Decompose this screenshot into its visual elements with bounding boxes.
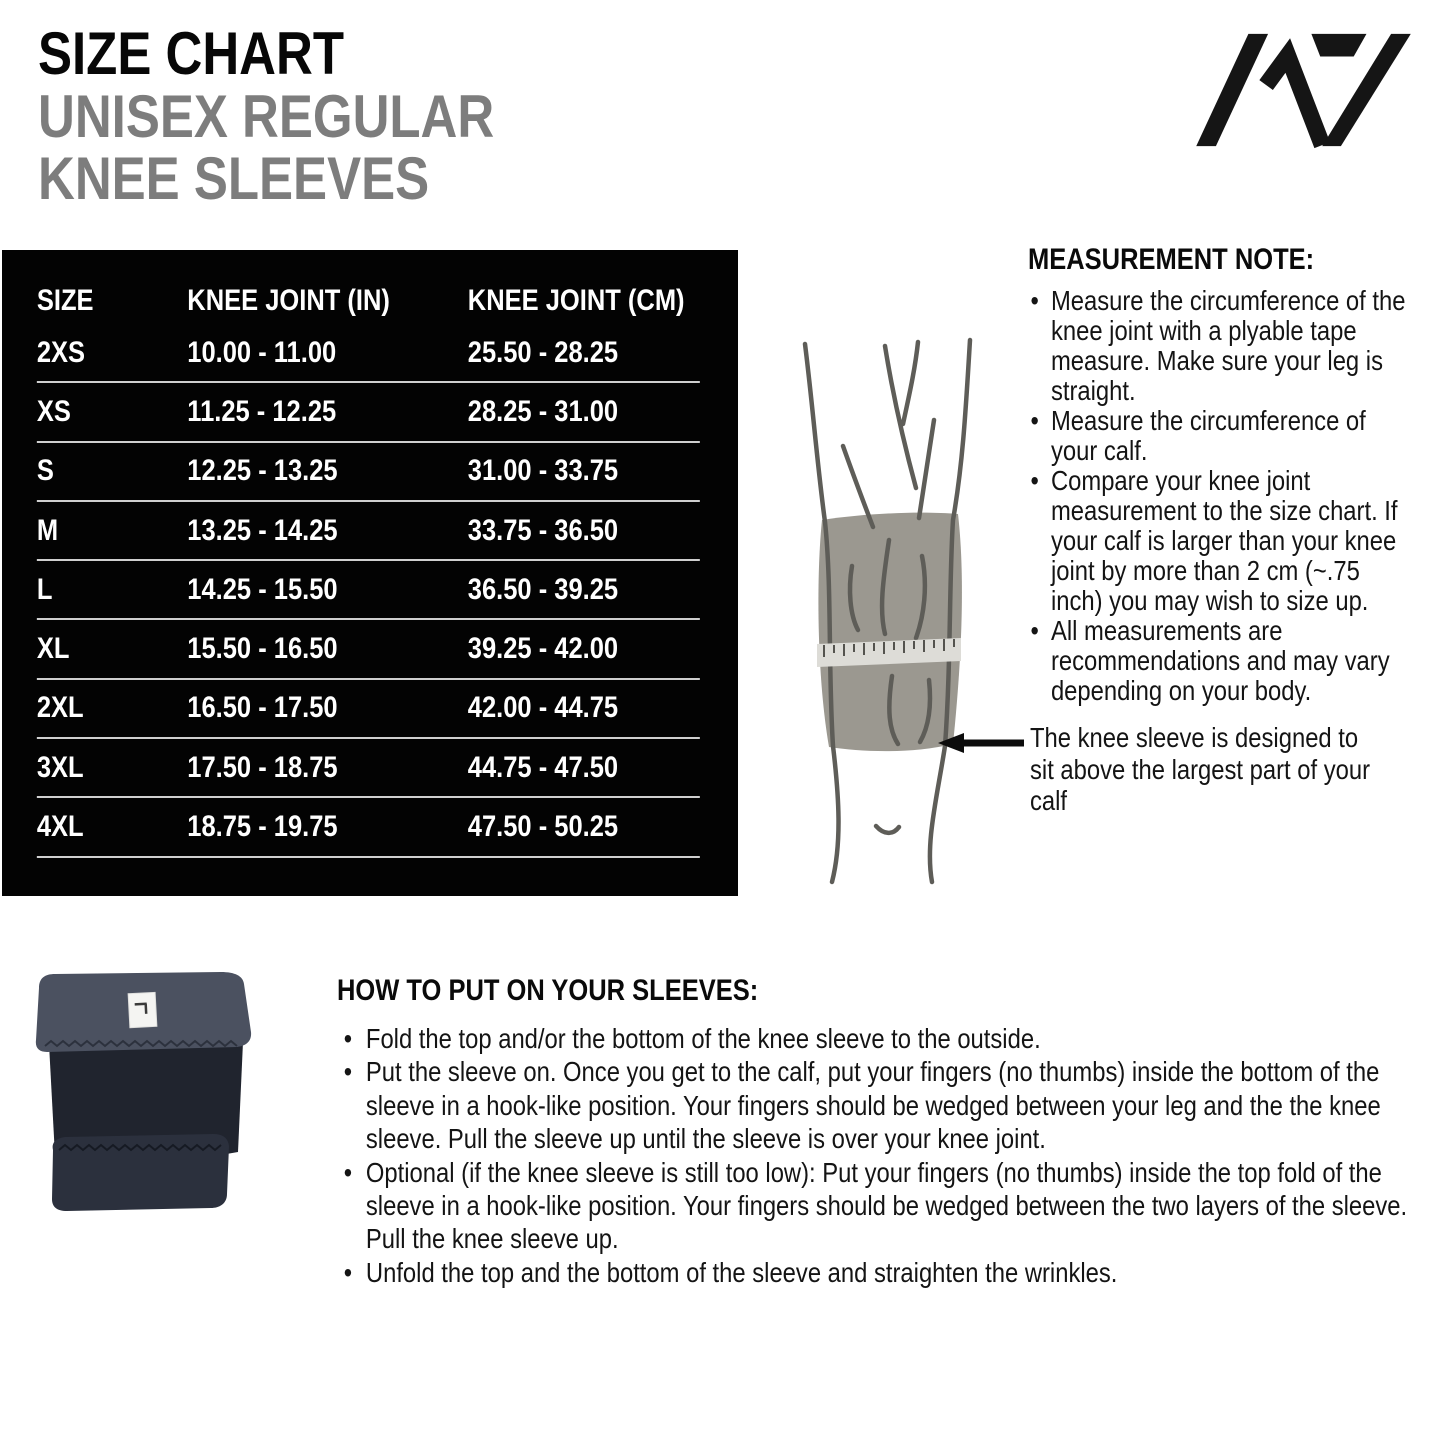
- calf-note: [1030, 722, 1375, 817]
- measurement-note-bullet: • Compare your knee joint measurement to the size chart. If your calf is larger than your knee joint by more than 2 cm (~.75 inch) you may wish to size up.: [1028, 466, 1406, 616]
- cell-knee-joint-in: 12.25 - 13.25: [187, 454, 338, 488]
- table-row: [37, 798, 700, 857]
- cell-knee-joint-cm: 33.75 - 36.50: [467, 513, 619, 547]
- cell-knee-joint-cm: 42.00 - 44.75: [467, 691, 619, 725]
- cell-size: M: [36, 513, 59, 547]
- page-subtitle-line1: UNISEX REGULAR: [38, 83, 495, 150]
- cell-knee-joint-cm: 31.00 - 33.75: [467, 454, 619, 488]
- how-to-section: [337, 974, 1417, 1289]
- cell-size: 2XL: [36, 691, 84, 725]
- cell-knee-joint-cm: 36.50 - 39.25: [467, 572, 619, 606]
- calf-note-text: The knee sleeve is designed to sit above the largest part of your calf: [1030, 722, 1370, 816]
- measurement-note-bullet: • Measure the circumference of your calf.: [1028, 406, 1406, 466]
- table-row: [37, 324, 700, 383]
- page-subtitle-line2: KNEE SLEEVES: [38, 145, 430, 212]
- measurement-note: [1028, 242, 1418, 706]
- leg-sketch-icon: [772, 328, 1012, 908]
- calf-arrow: [938, 731, 1024, 755]
- how-to-list: [337, 1022, 1412, 1289]
- table-row: [37, 561, 700, 620]
- cell-knee-joint-cm: 28.25 - 31.00: [467, 394, 619, 428]
- table-row: [37, 620, 700, 679]
- cell-knee-joint-cm: 25.50 - 28.25: [467, 335, 619, 369]
- cell-size: 4XL: [36, 810, 84, 844]
- page-title: SIZE CHART: [38, 20, 344, 87]
- table-row: [37, 443, 700, 502]
- size-table-body: [37, 324, 738, 858]
- measurement-note-heading: MEASUREMENT NOTE:: [1028, 243, 1315, 276]
- table-row: [37, 383, 700, 442]
- how-to-bullet: • Optional (if the knee sleeve is still too low): Put your fingers (no thumbs) inside the top fold of the sleeve in a hook-like position. Your fingers should be wedged between the two layers of the sleeve. Pull the knee sleeve up.: [337, 1156, 1412, 1256]
- knee-sleeve-product-image: [15, 966, 325, 1276]
- table-row: [37, 502, 700, 561]
- cell-knee-joint-in: 10.00 - 11.00: [187, 335, 337, 369]
- cell-size: 3XL: [36, 750, 84, 784]
- measurement-note-bullet: • All measurements are recommendations and may vary depending on your body.: [1028, 616, 1406, 706]
- cell-knee-joint-in: 13.25 - 14.25: [187, 513, 338, 547]
- left-arrow-icon: [938, 731, 1024, 755]
- cell-size: L: [36, 572, 53, 606]
- size-table-header-size: SIZE: [36, 284, 94, 317]
- table-row: [37, 680, 700, 739]
- cell-knee-joint-cm: 39.25 - 42.00: [467, 632, 619, 666]
- cell-knee-joint-cm: 47.50 - 50.25: [467, 810, 619, 844]
- how-to-bullet: • Unfold the top and the bottom of the sleeve and straighten the wrinkles.: [337, 1256, 1412, 1289]
- cell-knee-joint-in: 18.75 - 19.75: [187, 810, 338, 844]
- cell-knee-joint-in: 11.25 - 12.25: [187, 394, 337, 428]
- how-to-heading: HOW TO PUT ON YOUR SLEEVES:: [337, 974, 759, 1007]
- a7-logo: [1188, 26, 1420, 150]
- cell-size: S: [36, 454, 54, 488]
- cell-size: XS: [36, 394, 71, 428]
- cell-size: 2XS: [36, 335, 86, 369]
- how-to-bullet: • Fold the top and/or the bottom of the knee sleeve to the outside.: [337, 1022, 1412, 1055]
- title-block: [38, 22, 658, 210]
- table-row: [37, 739, 700, 798]
- cell-knee-joint-in: 17.50 - 18.75: [187, 750, 338, 784]
- size-table: [2, 250, 738, 896]
- cell-knee-joint-in: 15.50 - 16.50: [187, 632, 338, 666]
- size-tag: [128, 992, 157, 1027]
- measurement-note-list: [1028, 286, 1406, 706]
- cell-size: XL: [36, 632, 70, 666]
- size-table-header-cm: KNEE JOINT (CM): [467, 284, 685, 317]
- knee-sleeve-icon: [15, 966, 325, 1276]
- cell-knee-joint-cm: 44.75 - 47.50: [467, 750, 619, 784]
- size-table-header-row: [37, 278, 738, 324]
- measurement-note-bullet: • Measure the circumference of the knee joint with a plyable tape measure. Make sure your leg is straight.: [1028, 286, 1406, 406]
- cell-knee-joint-in: 16.50 - 17.50: [187, 691, 338, 725]
- a7-logo-icon: [1188, 26, 1420, 150]
- size-table-header-in: KNEE JOINT (IN): [187, 284, 390, 317]
- cell-knee-joint-in: 14.25 - 15.50: [187, 572, 338, 606]
- leg-illustration: [772, 328, 1012, 908]
- how-to-bullet: • Put the sleeve on. Once you get to the calf, put your fingers (no thumbs) inside the bottom of the sleeve in a hook-like position. Your fingers should be wedged between your leg and the the knee sleeve. Pull the sleeve up until the sleeve is over your knee joint.: [337, 1055, 1412, 1155]
